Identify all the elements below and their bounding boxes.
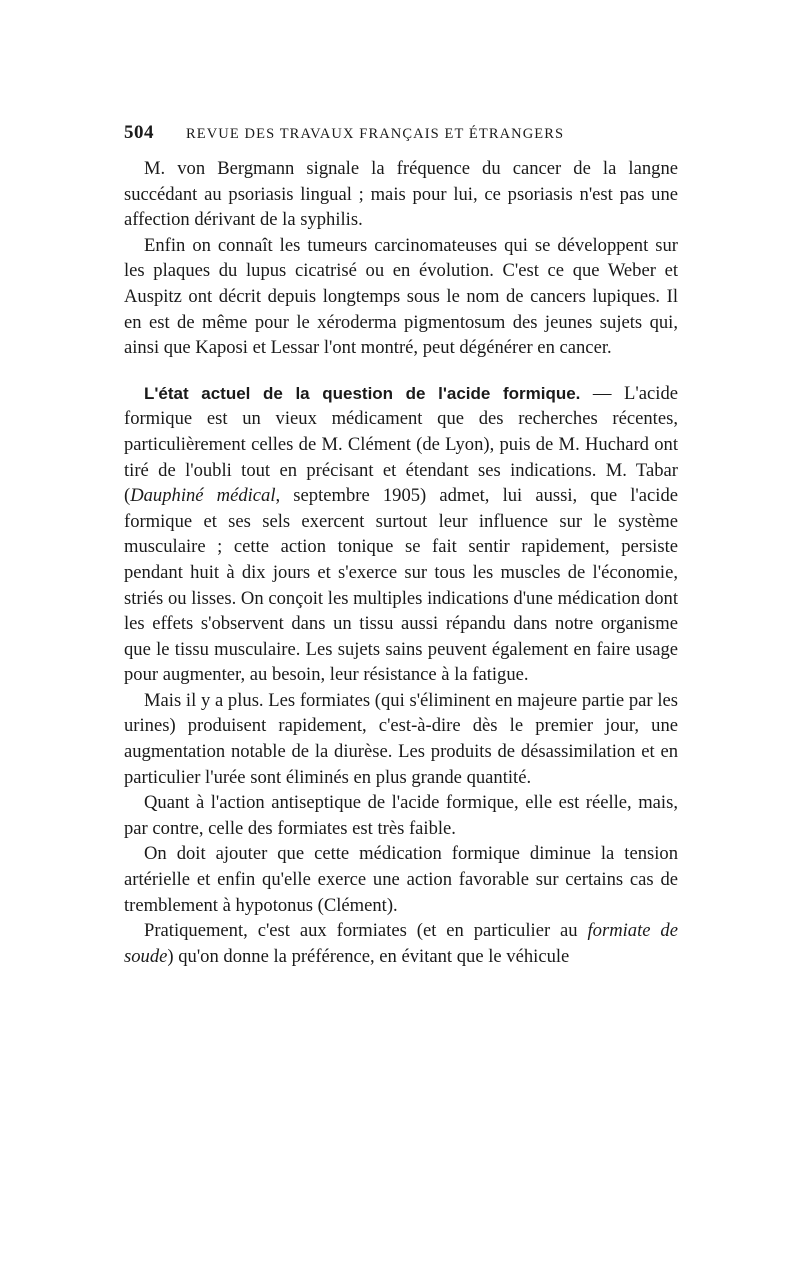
paragraph-text: , septembre 1905) admet, lui aussi, que l'acide formique et ses sels exercent surtout leur influence sur le système musculaire ; cette action tonique se fait sentir rapidement, persiste pendant huit à dix jours et s'exerce sur tous les muscles de l'économie, striés ou lisses. On conçoit les multiples indications d'une médication dont les effets s'observent dans un tissu aussi répandu dans notre organisme que le tissu musculaire. Les sujets sains peuvent également en faire usage pour augmenter, au besoin, leur résistance à la fatigue.: [124, 485, 678, 686]
document-page: [124, 120, 678, 969]
page-number: 504: [124, 122, 154, 143]
running-title: REVUE DES TRAVAUX FRANÇAIS ET ÉTRANGERS: [186, 126, 565, 142]
paragraph-text: ) qu'on donne la préférence, en évitant que le véhicule: [167, 945, 570, 967]
section-title: L'état actuel de la question de l'acide formique.: [144, 383, 581, 403]
paragraph-bergmann: M. von Bergmann signale la fréquence du cancer de la langne succédant au psoriasis lingual ; mais pour lui, ce psoriasis n'est pas une affection dérivant de la syphilis.: [124, 158, 678, 231]
italic-term: formiate de soude: [124, 920, 678, 967]
paragraph-lupus: Enfin on connaît les tumeurs carcinomateuses qui se développent sur les plaques du lupus cicatrisé ou en évolution. C'est ce que Weber et Auspitz ont décrit depuis longtemps sous le nom de cancers lupiques. Il en est de même pour le xéroderma pigmentosum des jeunes sujets qui, ainsi que Kaposi et Lessar l'ont montré, peut dégénérer en cancer.: [124, 234, 678, 359]
journal-title: Dauphiné médical: [130, 485, 276, 507]
page-header: [124, 120, 678, 146]
paragraph-text: — L'acide formique est un vieux médicament que des recherches récentes, particulièrement celles de M. Clément (de Lyon), puis de M. Huchard ont tiré de l'oubli tout en précisant et étendant ses indications. M. Tabar (: [124, 382, 678, 507]
paragraph-pratiquement: [124, 918, 678, 969]
paragraph-formiates: Mais il y a plus. Les formiates (qui s'éliminent en majeure partie par les urines) produisent rapidement, c'est-à-dire dès le premier jour, une augmentation notable de la diurèse. Les produits de désassimilation et en particulier l'urée sont éliminés en plus grande quantité.: [124, 689, 678, 788]
paragraph-antiseptique: Quant à l'action antiseptique de l'acide formique, elle est réelle, mais, par contre, celle des formiates est très faible.: [124, 792, 678, 839]
paragraph-acide-formique: [124, 381, 678, 688]
paragraph-tension: On doit ajouter que cette médication formique diminue la tension artérielle et enfin qu'elle exerce une action favorable sur certains cas de tremblement à hypotonus (Clément).: [124, 843, 678, 916]
paragraph-text: Pratiquement, c'est aux formiates (et en particulier au: [144, 920, 588, 942]
